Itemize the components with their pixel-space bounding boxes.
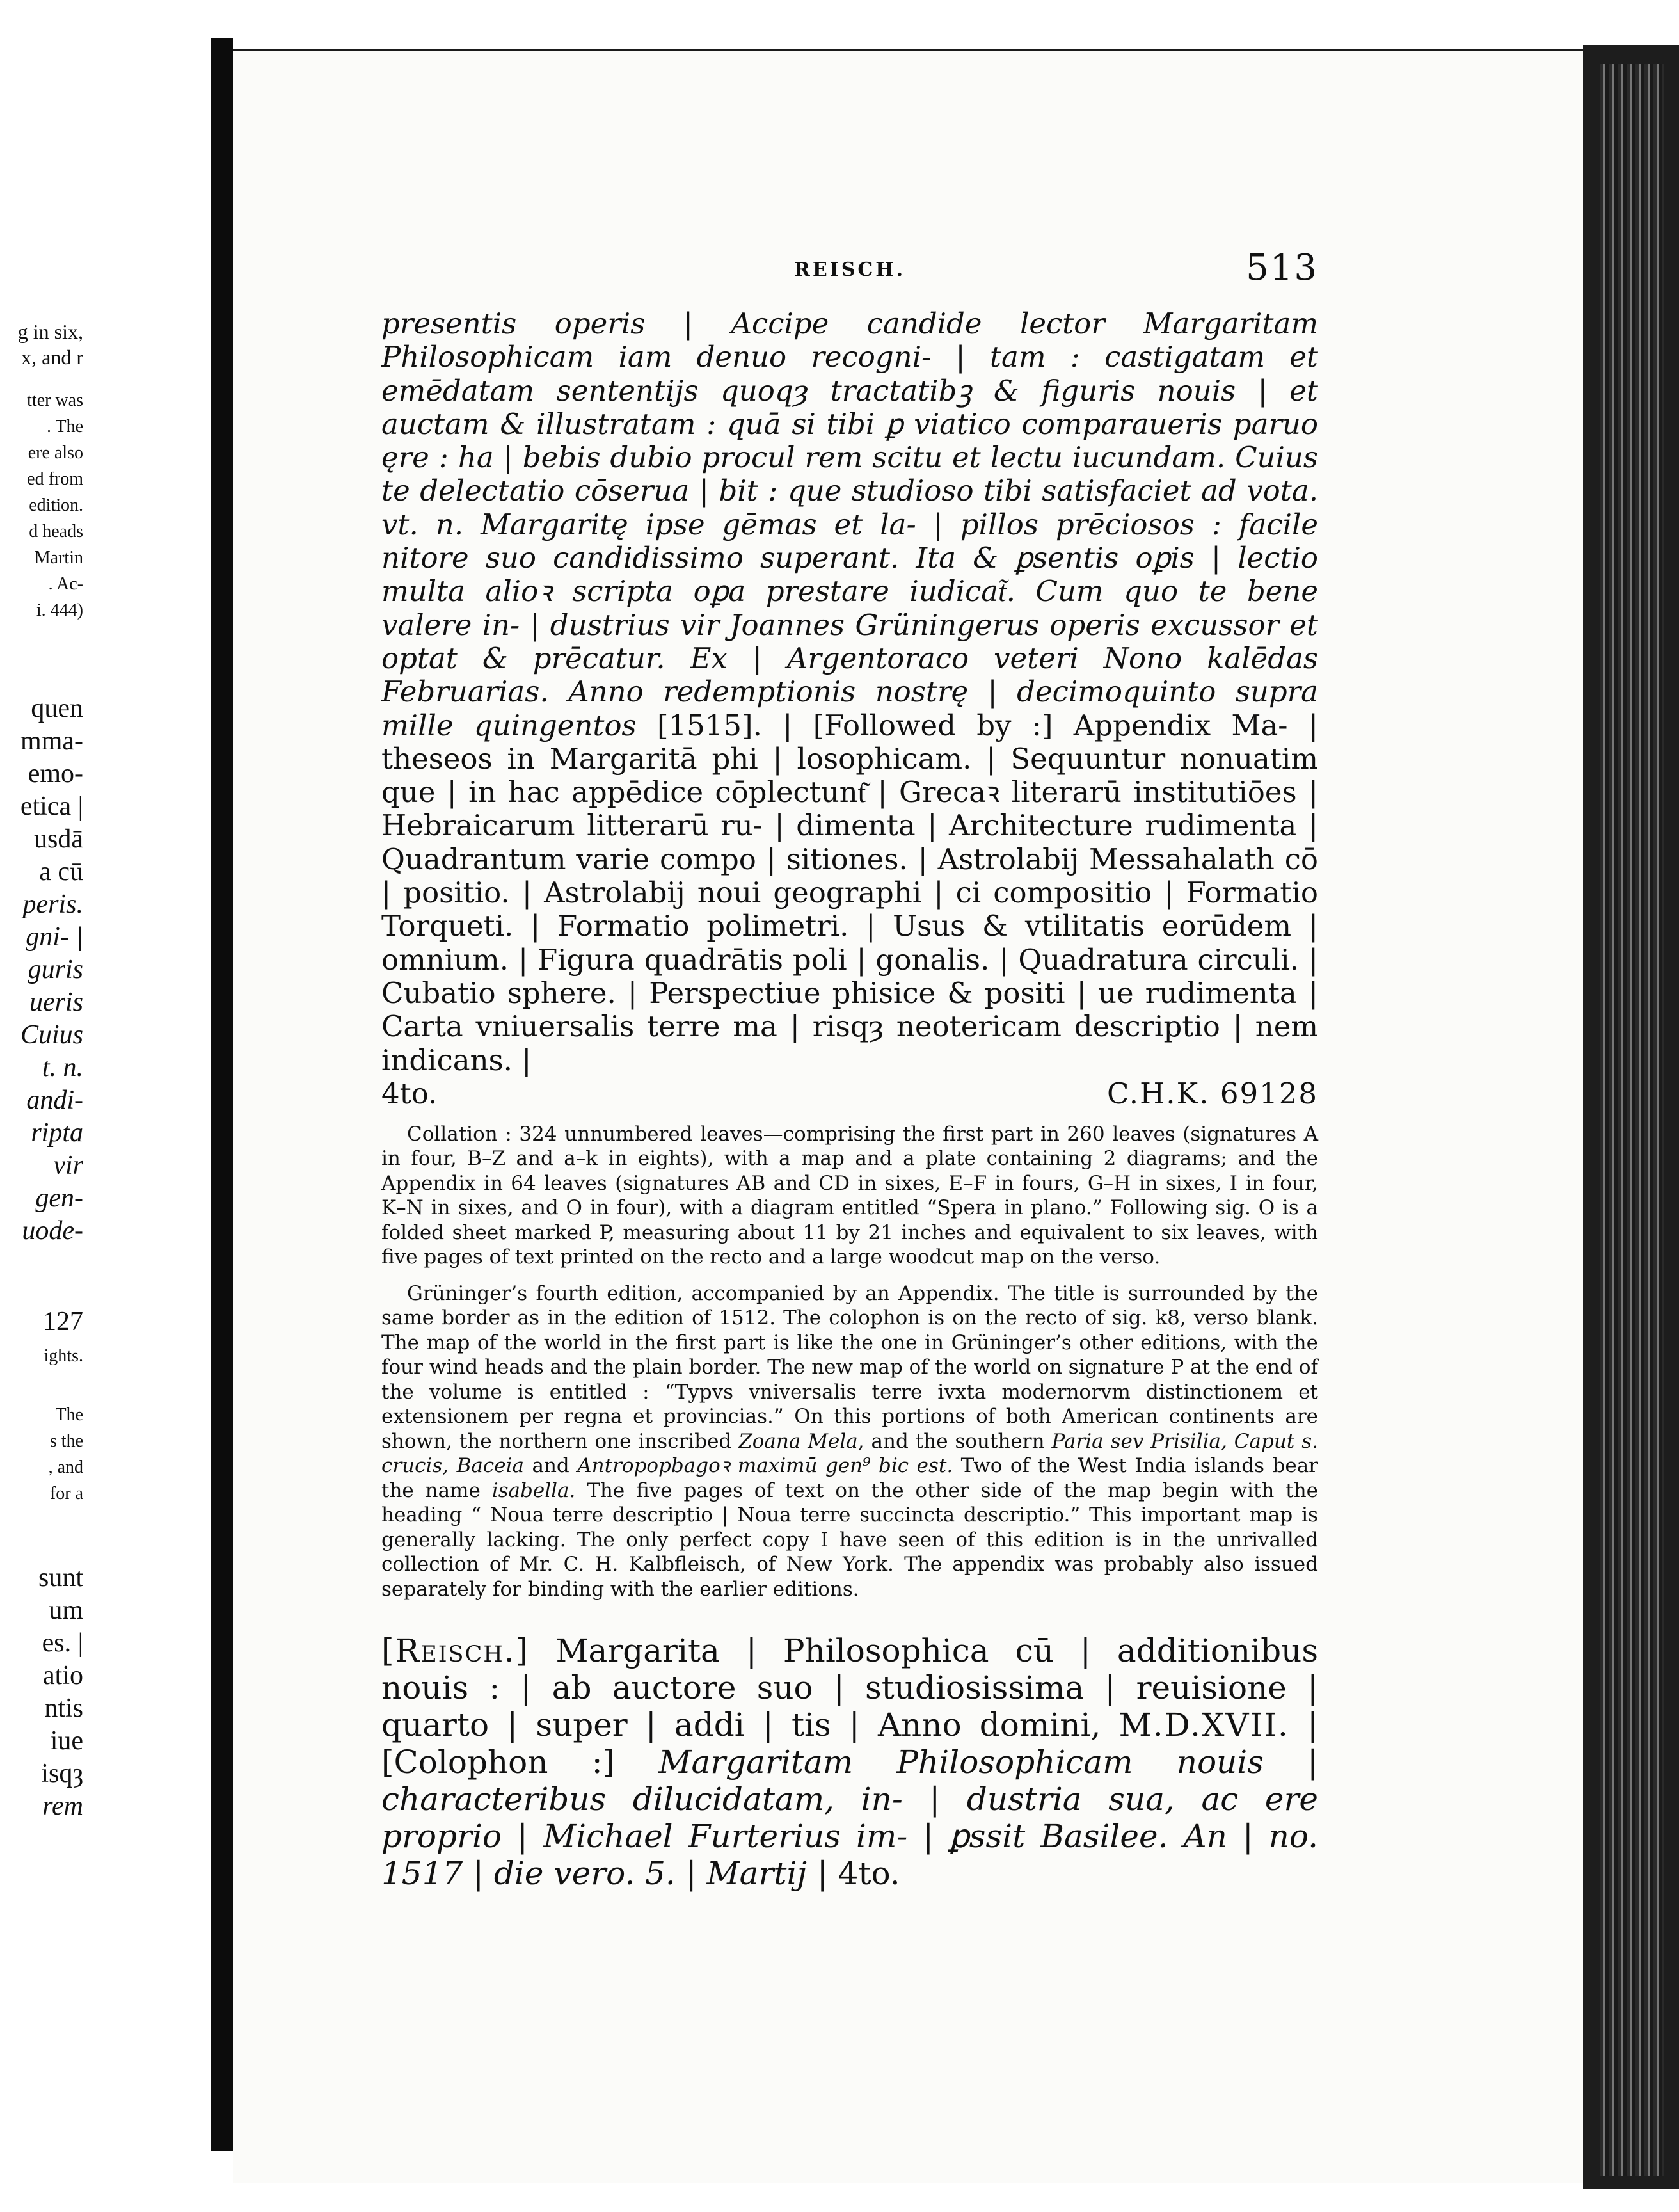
left-fragment: ere also <box>28 443 83 463</box>
entry-date-roman: M.D.XVII. <box>1118 1706 1289 1744</box>
format-shelfmark-line <box>381 1077 1318 1110</box>
colophon-label: | [Colophon :] <box>381 1706 1318 1781</box>
left-fragment: ueris <box>29 988 83 1017</box>
transcription-italic: presentis operis | Accipe candide lector Margaritam Philosophicam iam denuo recogni- | tam : castigatam et emēdatam sententijs quoqȝ tractatibꝫ & figuris nouis | et auctam & illustratam : quā si tibi ꝑ viatico comparaueris paruo ęre : ha | bebis dubio procul rem scitu et lectu iucundam. Cuius te delectatio cōserua | bit : que studioso tibi satisfaciet ad vota. vt. n. Margaritę ipse gēmas et la- | pillos prēciosos : facile nitore suo candidissimo superant. Ita & ꝑsentis oꝑis | lectio multa alioꝛ scripta oꝑa prestare iudicat͂. Cum quo te bene valere in- | dustrius vir Joannes Grüningerus operis excussor et optat & prēcatur. Ex | Argentoraco veteri Nono kalēdas Februarias. Anno redemptionis nostrę | decimoquinto supra mille quingentos <box>381 307 1318 742</box>
left-fragment: tter was <box>27 390 83 410</box>
left-fragment: edition. <box>29 495 83 515</box>
entry-author: [Reisch.] <box>381 1632 530 1670</box>
left-fragment: s the <box>49 1431 83 1451</box>
left-fragment: Cuius <box>20 1020 83 1050</box>
colophon-text: Margaritam Philosophicam nouis | characteribus dilucidatam, in- | dustria sua, ac ere proprio | Michael Furterius im- | ꝑssit Basilee. An | no. 1517 | die vero. 5. | Martij | <box>381 1743 1318 1893</box>
left-fragment: d heads <box>29 522 83 541</box>
map-inscription-north: Zoana Mela <box>738 1429 858 1453</box>
left-fragment: , and <box>48 1457 83 1477</box>
left-fragment: The <box>55 1405 83 1425</box>
left-fragment: quen <box>31 694 83 723</box>
map-inscription-anthropophagi: Antropopbagoꝛ maximū gen⁹ bic est. <box>577 1454 953 1478</box>
description-note <box>381 1281 1318 1602</box>
format: 4to. <box>381 1076 438 1110</box>
description-text: The five pages of text on the other side of the map begin with the heading “ Noua terre descriptio | Noua terre succincta descriptio.” This important map is generally lacking. The only perfect copy I have seen of this edition is in the unrivalled collection of Mr. C. H. Kalbfleisch, of New York. The appendix was probably also issued separately for binding with the earlier editions. <box>381 1479 1319 1601</box>
transcription-date: [1515]. <box>656 708 762 742</box>
left-fragment: i. 444) <box>36 600 83 620</box>
collation-note: Collation : 324 unnumbered leaves—comprising the first part in 260 leaves (signatures A in four, B–Z and a–k in eights), with a map and a plate containing 2 diagrams; and the Appendix in 64 leaves (signatures AB and CD in sixes, E–F in fours, G–H in sixes, I in four, K–N in sixes, and O in four), with a diagram entitled “Spera in plano.” Following sig. O is a folded sheet marked P, measuring about 11 by 21 inches and equivalent to six leaves, with five pages of text printed on the recto and a large woodcut map on the verso. <box>381 1122 1318 1269</box>
left-fragment: andi- <box>26 1086 83 1115</box>
appendix-transcription: | [Followed by :] Appendix Ma- | theseos in Margaritā phi | losophicam. | Sequuntur nonuatim que | in hac appēdice cōplectunt͂ | Grecaꝛ literarū institutiōes | Hebraicarum litterarū ru- | dimenta | Architecture rudimenta | Quadrantum varie compo | sitiones. | Astrolabij Messahalath cō | positio. | Astrolabij noui geographi | ci compositio | Formatio Torqueti. | Formatio polimetri. | Usus & vtilitatis eorūdem | omnium. | Figura quadrātis poli | gonalis. | Quadratura circuli. | Cubatio sphere. | Perspectiue phisice & positi | ue rudimenta | Carta vniuersalis terre ma | risqȝ neotericam descriptio | nem indicans. | <box>381 708 1318 1077</box>
left-fragment: ripta <box>31 1118 83 1148</box>
page-content <box>381 230 1318 1892</box>
page-header <box>381 230 1318 307</box>
title-transcription <box>381 307 1318 1077</box>
left-fragment: isqȝ <box>41 1759 83 1788</box>
left-fragment: Martin <box>34 548 83 568</box>
left-fragment: peris. <box>22 890 83 919</box>
description-text: Two of the West India islands bear the name <box>381 1454 1319 1502</box>
left-fragment: es. | <box>42 1628 83 1658</box>
entry-title: Margarita | Philosophica cū | additionibus nouis : | ab auctore suo | studiosissima | reuisione | quarto | super | addi | tis | Anno domini, <box>381 1632 1318 1744</box>
left-fragment: a cū <box>39 857 83 886</box>
left-fragment: 127 <box>43 1307 83 1336</box>
left-fragment: vir <box>53 1151 83 1180</box>
left-fragment: gni- | <box>26 922 83 952</box>
left-fragment: g in six, <box>17 320 83 343</box>
left-fragment: uode- <box>22 1216 83 1246</box>
map-inscriptions-south: Paria sev Prisilia, Caput s. crucis, Baceia <box>381 1429 1318 1478</box>
left-fragment: x, and r <box>21 346 83 369</box>
running-head: REISCH. <box>793 259 906 281</box>
page-number: 513 <box>1246 247 1318 289</box>
left-fragment: usdā <box>34 824 83 854</box>
left-fragment: t. n. <box>42 1053 83 1082</box>
left-fragment: rem <box>42 1791 83 1821</box>
book-gutter-shadow <box>211 38 233 2151</box>
left-fragment: ntis <box>44 1694 83 1723</box>
entry-format: 4to. <box>838 1855 900 1893</box>
left-fragment: emo- <box>28 759 83 789</box>
left-fragment: iue <box>50 1726 83 1756</box>
left-fragment: . The <box>46 417 83 437</box>
left-fragment: mma- <box>20 726 83 756</box>
description-text: , and the southern <box>857 1429 1045 1453</box>
map-inscription-isabella: isabella. <box>491 1479 576 1502</box>
left-fragment: atio <box>43 1661 83 1690</box>
description-text: Grüninger’s fourth edition, accompanied by an Appendix. The title is surrounded by the same border as in the edition of 1512. The colophon is on the recto of sig. k8, verso blank. The map of the world in the first part is like the one in Grüninger’s other editions, with the four wind heads and the plain border. The new map of the world on signature P at the end of the volume is entitled : “Typvs vniversalis terre ivxta modernorvm distinctionem et extensionem per regna et provincias.” On this portions of both American continents are shown, the northern one inscribed <box>381 1281 1318 1453</box>
left-fragment: ights. <box>44 1346 83 1366</box>
left-fragment: um <box>49 1596 83 1625</box>
next-entry <box>381 1632 1318 1892</box>
description-text: and <box>532 1454 569 1478</box>
shelfmark: C.H.K. 69128 <box>1106 1076 1318 1110</box>
left-fragment: etica | <box>20 792 83 821</box>
left-fragment: . Ac- <box>48 574 83 594</box>
left-fragment: guris <box>28 955 83 984</box>
left-fragment: ed from <box>27 469 83 489</box>
left-fragment: sunt <box>38 1563 83 1592</box>
left-fragment: gen- <box>35 1183 83 1213</box>
page-stack-edges <box>1600 64 1664 2176</box>
left-fragment: for a <box>49 1484 83 1503</box>
